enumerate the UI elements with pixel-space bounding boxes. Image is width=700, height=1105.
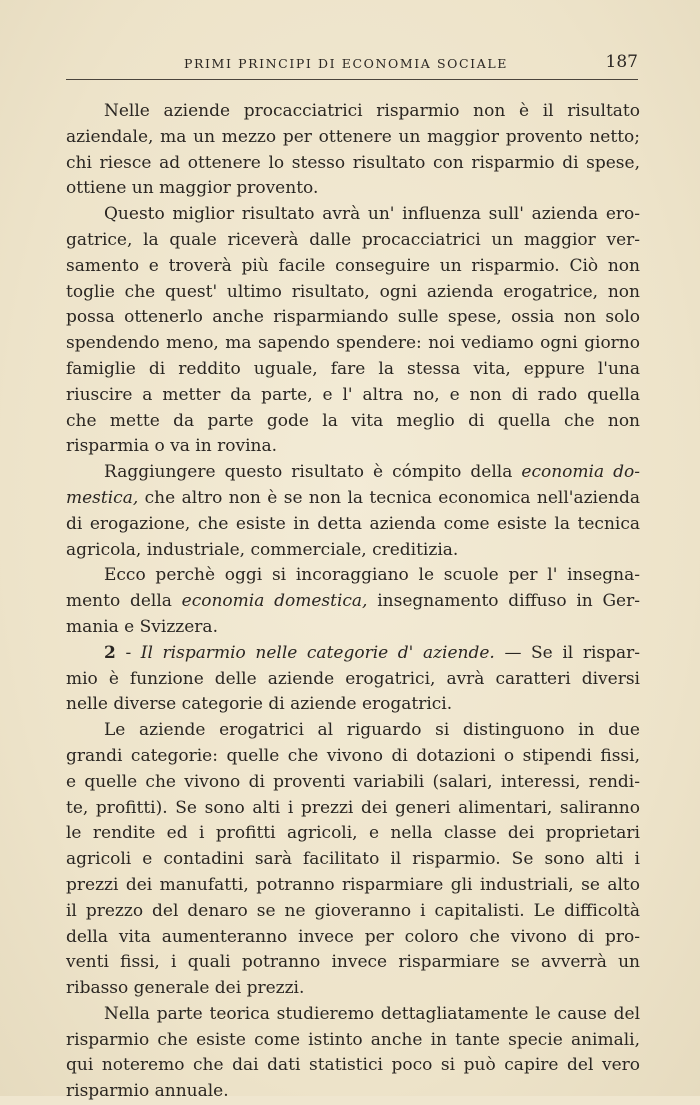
section-number: 2 (104, 642, 116, 663)
text-line: prezzi dei manufatti, potranno risparmiare gli industriali, se alto (66, 874, 640, 895)
text-line: mania e Svizzera. (66, 616, 218, 637)
text-line: qui noteremo che dai dati statistici poco si può capire del vero (66, 1055, 640, 1076)
running-head-title: PRIMI PRINCIPI DI ECONOMIA SOCIALE (184, 56, 508, 71)
text-line: le rendite ed i profitti agricoli, e nella classe dei proprietari (66, 823, 640, 844)
text-line: della vita aumenteranno invece per coloro che vivono di pro- (66, 926, 640, 947)
text-line: aziendale, ma un mezzo per ottenere un maggior provento netto; (66, 126, 640, 147)
text-line: di erogazione, che esiste in detta azienda come esiste la tecnica (66, 513, 640, 534)
body-text (66, 99, 640, 1105)
italic-term: economia do- (521, 462, 640, 483)
text-line: venti fissi, i quali potranno invece risparmiare se avverrà un (66, 952, 640, 973)
text-line: che mette da parte gode la vita meglio di quella che non (66, 410, 640, 431)
text-line: possa ottenerlo anche risparmiando sulle spese, ossia non solo (66, 307, 640, 328)
text-line: nelle diverse categorie di aziende erogatrici. (66, 694, 453, 715)
text-line: risparmio annuale. (66, 1081, 229, 1102)
text-line: Ecco perchè oggi si incoraggiano le scuole per l' insegna- (104, 565, 640, 586)
text-line: chi riesce ad ottenere lo stesso risultato con risparmio di spese, (66, 152, 640, 173)
text-line (66, 589, 640, 615)
text-line: gatrice, la quale riceverà dalle procacciatrici un maggior ver- (66, 229, 640, 250)
section-title: Il risparmio nelle categorie d' aziende. (140, 642, 495, 663)
text-line: te, profitti). Se sono alti i prezzi dei generi alimentari, saliranno (66, 797, 640, 818)
text-line: samento e troverà più facile conseguire un risparmio. Ciò non (66, 255, 640, 276)
text-run: insegnamento diffuso in Ger- (367, 591, 640, 612)
text-line: grandi categorie: quelle che vivono di dotazioni o stipendi fissi, (66, 745, 640, 766)
text-line: riuscire a metter da parte, e l' altra no, e non di rado quella (66, 384, 640, 405)
text-line: Nelle aziende procacciatrici risparmio non è il risultato (104, 101, 640, 121)
text-run: mento della (66, 591, 182, 612)
text-line: e quelle che vivono di proventi variabili (salari, interessi, rendi- (66, 771, 640, 792)
text-line: famiglie di reddito uguale, fare la stessa vita, eppure l'una (66, 358, 640, 379)
text-run: Raggiungere questo risultato è cómpito della (104, 462, 522, 483)
text-line: il prezzo del denaro se ne gioveranno i capitalisti. Le difficoltà (66, 900, 640, 921)
text-line: ottiene un maggior provento. (66, 178, 319, 199)
text-line: Le aziende erogatrici al riguardo si distinguono in due (104, 720, 640, 741)
italic-term: mestica, (66, 487, 139, 508)
text-line: agricola, industriale, commerciale, creditizia. (66, 539, 459, 560)
text-line (66, 486, 640, 512)
text-line: Nella parte teorica studieremo dettagliatamente le cause del (104, 1003, 640, 1024)
text-line: risparmia o va in rovina. (66, 436, 277, 457)
page-number: 187 (605, 52, 638, 72)
header-rule (66, 79, 638, 80)
text-run: che altro non è se non la tecnica economica nell'azienda (138, 487, 640, 508)
text-line: mio è funzione delle aziende erogatrici, avrà caratteri diversi (66, 668, 640, 689)
section-heading-line (66, 641, 640, 667)
running-head (66, 52, 638, 78)
text-line: Questo miglior risultato avrà un' influenza sull' azienda ero- (104, 204, 640, 225)
text-line (66, 460, 640, 486)
text-line: risparmio che esiste come istinto anche in tante specie animali, (66, 1029, 640, 1050)
text-line: agricoli e contadini sarà facilitato il risparmio. Se sono alti i (66, 849, 640, 870)
text-line: toglie che quest' ultimo risultato, ogni azienda erogatrice, non (66, 281, 640, 302)
italic-term: economia domestica, (181, 591, 368, 612)
text-line: ribasso generale dei prezzi. (66, 978, 305, 999)
text-run: - (115, 642, 141, 663)
text-line: spendendo meno, ma sapendo spendere: noi vediamo ogni giorno (66, 333, 640, 354)
text-run: — Se il rispar- (494, 642, 640, 663)
